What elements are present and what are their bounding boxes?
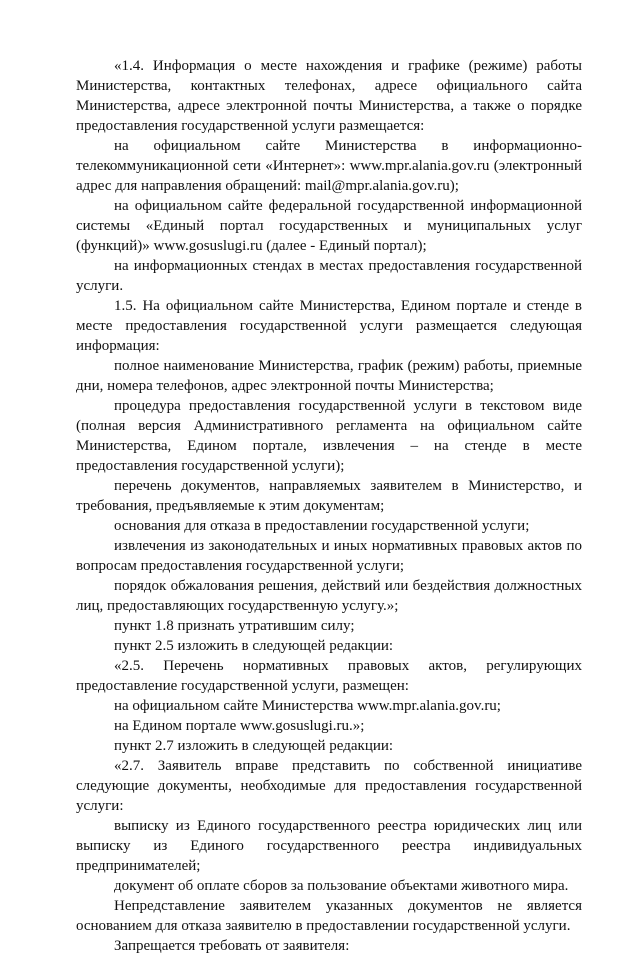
paragraph-2-5-portal: на Едином портале www.gosuslugi.ru.»; [114, 718, 365, 734]
document-page [76, 56, 582, 956]
paragraph-non-submission: Непредставление заявителем указанных документов не является основанием для отказа заявителю в предоставлении государственной услуги. [76, 898, 582, 934]
paragraph-1-8-void: пункт 1.8 признать утратившим силу; [114, 618, 355, 634]
paragraph-2-5-edit: пункт 2.5 изложить в следующей редакции: [114, 638, 394, 654]
paragraph-procedure: процедура предоставления государственной услуги в текстовом виде (полная версия Административного регламента на официальном сайте Министерства, Едином портале, извлечения – на стенде в месте предоставления государственной услуги); [76, 398, 582, 474]
paragraph-fee-document: документ об оплате сборов за пользование объектами животного мира. [114, 878, 569, 894]
paragraph-prohibited: Запрещается требовать от заявителя: [114, 938, 350, 954]
paragraph-2-7-edit: пункт 2.7 изложить в следующей редакции: [114, 738, 394, 754]
paragraph-full-name: полное наименование Министерства, график (режим) работы, приемные дни, номера телефонов, адрес электронной почты Министерства; [76, 358, 582, 394]
paragraph-legal-extracts: извлечения из законодательных и иных нормативных правовых актов по вопросам предоставления государственной услуги; [76, 538, 582, 574]
paragraph-registry-extract: выписку из Единого государственного реестра юридических лиц или выписку из Единого государственного реестра индивидуальных предпринимателей; [76, 818, 582, 874]
paragraph-refusal-grounds: основания для отказа в предоставлении государственной услуги; [114, 518, 530, 534]
paragraph-2-5-text: «2.5. Перечень нормативных правовых актов, регулирующих предоставление государственной услуги, размещен: [76, 658, 582, 694]
paragraph-appeal-procedure: порядок обжалования решения, действий или бездействия должностных лиц, предоставляющих государственную услугу.»; [76, 578, 582, 614]
paragraph-2-5-ministry-site: на официальном сайте Министерства www.mpr.alania.gov.ru; [114, 698, 501, 714]
paragraph-info-stands: на информационных стендах в местах предоставления государственной услуги. [76, 258, 582, 294]
paragraph-1-4-intro: «1.4. Информация о месте нахождения и графике (режиме) работы Министерства, контактных телефонах, адресе официального сайта Министерства, адресе электронной почты Министерства, а также о порядке предоставления государственной услуги размещается: [76, 58, 582, 134]
paragraph-unified-portal: на официальном сайте федеральной государственной информационной системы «Единый портал государственных и муниципальных услуг (функций)» www.gosuslugi.ru (далее - Единый портал); [76, 198, 582, 254]
paragraph-ministry-site: на официальном сайте Министерства в информационно-телекоммуникационной сети «Интернет»: www.mpr.alania.gov.ru (электронный адрес для направления обращений: mail@mpr.alania.gov.ru); [76, 138, 582, 194]
paragraph-2-7-text: «2.7. Заявитель вправе представить по собственной инициативе следующие документы, необходимые для предоставления государственной услуги: [76, 758, 582, 814]
paragraph-1-5-intro: 1.5. На официальном сайте Министерства, Едином портале и стенде в месте предоставления государственной услуги размещается следующая информация: [76, 298, 582, 354]
paragraph-documents-list: перечень документов, направляемых заявителем в Министерство, и требования, предъявляемые к этим документам; [76, 478, 582, 514]
